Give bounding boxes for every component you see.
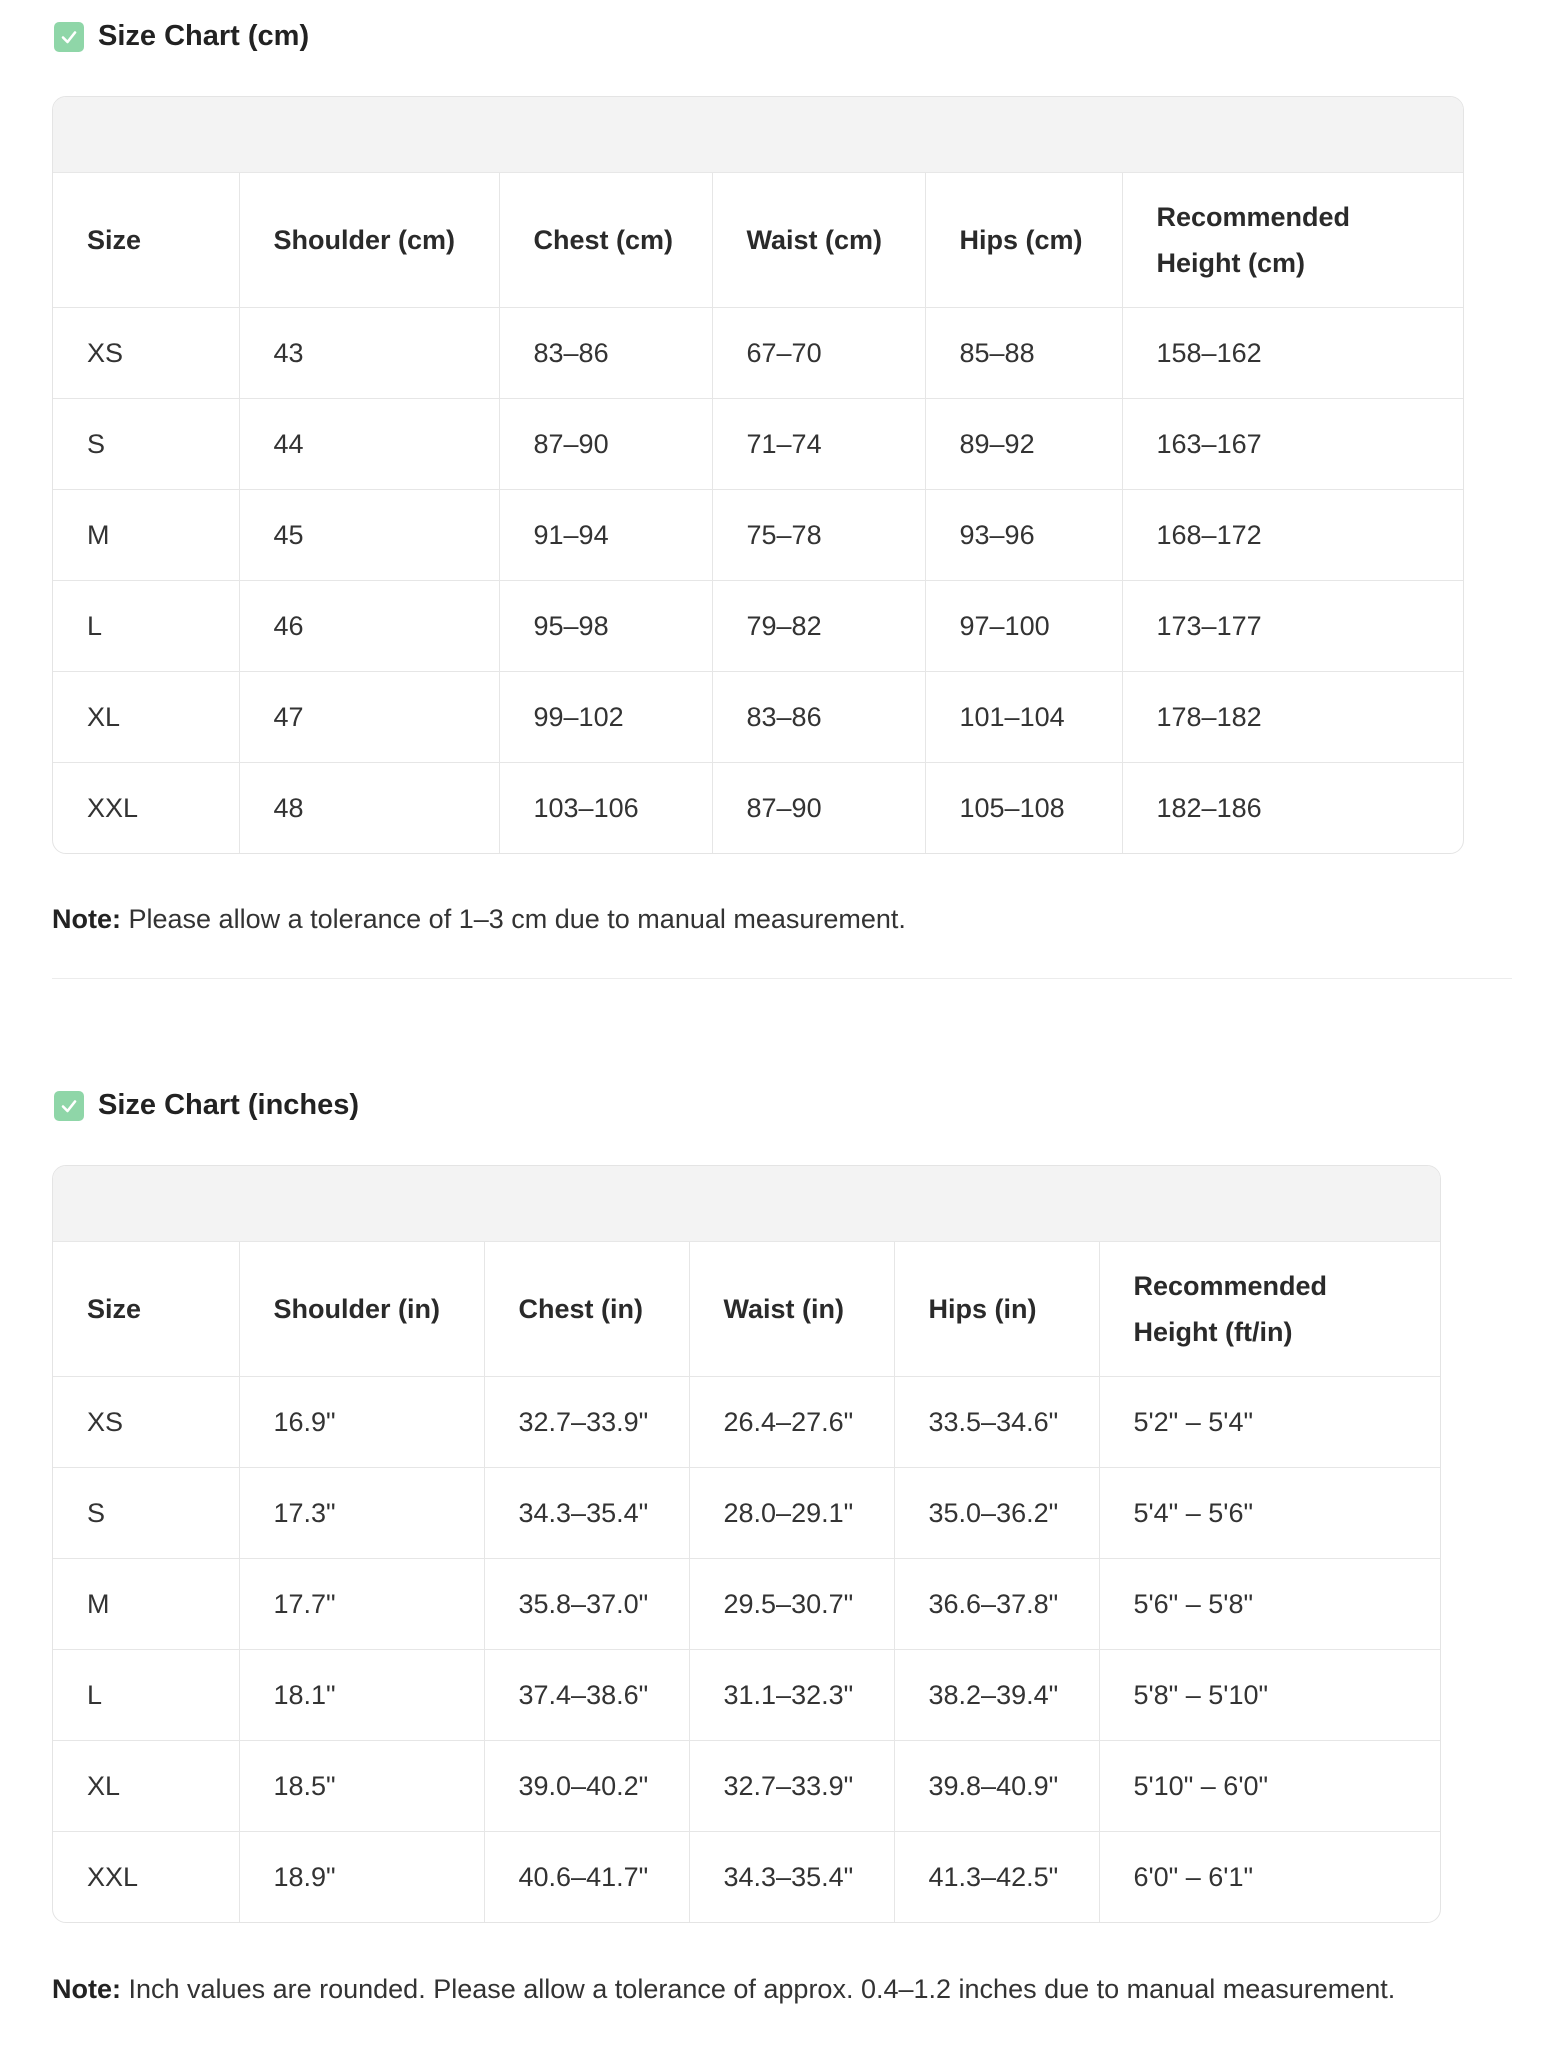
measurement-cell: 36.6–37.8" <box>894 1559 1099 1650</box>
measurement-cell: 43 <box>239 308 499 399</box>
table-header-band <box>53 1166 1440 1242</box>
measurement-cell: 83–86 <box>499 308 712 399</box>
measurement-cell: 101–104 <box>925 672 1122 763</box>
checkbox-checked-icon <box>54 1091 84 1121</box>
table-header-row <box>53 173 1463 308</box>
table-row <box>53 308 1463 399</box>
size-table <box>53 1242 1440 1922</box>
measurement-cell: 18.9" <box>239 1832 484 1923</box>
measurement-cell: 99–102 <box>499 672 712 763</box>
note-cm <box>52 904 906 935</box>
measurement-cell: 67–70 <box>712 308 925 399</box>
measurement-cell: 95–98 <box>499 581 712 672</box>
size-cell: M <box>53 1559 239 1650</box>
size-table-cm <box>52 96 1464 854</box>
column-header: Shoulder (in) <box>239 1242 484 1377</box>
measurement-cell: 178–182 <box>1122 672 1463 763</box>
size-cell: XS <box>53 308 239 399</box>
measurement-cell: 17.3" <box>239 1468 484 1559</box>
note-label: Note: <box>52 1974 121 2004</box>
table-row <box>53 399 1463 490</box>
measurement-cell: 48 <box>239 763 499 854</box>
measurement-cell: 79–82 <box>712 581 925 672</box>
size-table-inches <box>52 1165 1441 1923</box>
measurement-cell: 5'4" – 5'6" <box>1099 1468 1440 1559</box>
note-label: Note: <box>52 904 121 934</box>
measurement-cell: 168–172 <box>1122 490 1463 581</box>
measurement-cell: 17.7" <box>239 1559 484 1650</box>
table-row <box>53 1650 1440 1741</box>
table-row <box>53 1377 1440 1468</box>
size-cell: XXL <box>53 1832 239 1923</box>
section-title-text: Size Chart (inches) <box>98 1089 360 1121</box>
measurement-cell: 40.6–41.7" <box>484 1832 689 1923</box>
size-cell: S <box>53 1468 239 1559</box>
measurement-cell: 39.0–40.2" <box>484 1741 689 1832</box>
column-header: Hips (in) <box>894 1242 1099 1377</box>
measurement-cell: 163–167 <box>1122 399 1463 490</box>
measurement-cell: 45 <box>239 490 499 581</box>
measurement-cell: 5'6" – 5'8" <box>1099 1559 1440 1650</box>
measurement-cell: 87–90 <box>712 763 925 854</box>
measurement-cell: 29.5–30.7" <box>689 1559 894 1650</box>
section-title-text: Size Chart (cm) <box>98 20 310 52</box>
size-cell: M <box>53 490 239 581</box>
table-row <box>53 1741 1440 1832</box>
section-divider <box>52 978 1512 979</box>
measurement-cell: 32.7–33.9" <box>689 1741 894 1832</box>
measurement-cell: 75–78 <box>712 490 925 581</box>
column-header: Waist (in) <box>689 1242 894 1377</box>
measurement-cell: 28.0–29.1" <box>689 1468 894 1559</box>
measurement-cell: 35.0–36.2" <box>894 1468 1099 1559</box>
measurement-cell: 5'10" – 6'0" <box>1099 1741 1440 1832</box>
size-cell: XS <box>53 1377 239 1468</box>
measurement-cell: 173–177 <box>1122 581 1463 672</box>
measurement-cell: 32.7–33.9" <box>484 1377 689 1468</box>
table-row <box>53 1832 1440 1923</box>
size-cell: S <box>53 399 239 490</box>
note-inches <box>52 1974 1395 2005</box>
measurement-cell: 47 <box>239 672 499 763</box>
measurement-cell: 85–88 <box>925 308 1122 399</box>
measurement-cell: 44 <box>239 399 499 490</box>
column-header: Recommended Height (ft/in) <box>1099 1242 1440 1377</box>
measurement-cell: 26.4–27.6" <box>689 1377 894 1468</box>
measurement-cell: 34.3–35.4" <box>484 1468 689 1559</box>
measurement-cell: 93–96 <box>925 490 1122 581</box>
column-header: Size <box>53 173 239 308</box>
measurement-cell: 39.8–40.9" <box>894 1741 1099 1832</box>
table-row <box>53 1468 1440 1559</box>
measurement-cell: 105–108 <box>925 763 1122 854</box>
size-cell: L <box>53 581 239 672</box>
note-text: Inch values are rounded. Please allow a tolerance of approx. 0.4–1.2 inches due to manual measurement. <box>121 1974 1396 2004</box>
measurement-cell: 87–90 <box>499 399 712 490</box>
measurement-cell: 6'0" – 6'1" <box>1133 1861 1254 1892</box>
measurement-cell: 89–92 <box>925 399 1122 490</box>
table-header-row <box>53 1242 1440 1377</box>
section-title-inches <box>54 1089 359 1122</box>
measurement-cell: 182–186 <box>1156 792 1262 823</box>
measurement-cell: 33.5–34.6" <box>894 1377 1099 1468</box>
checkbox-checked-icon <box>54 22 84 52</box>
measurement-cell: 71–74 <box>712 399 925 490</box>
measurement-cell: 97–100 <box>925 581 1122 672</box>
measurement-cell: 5'2" – 5'4" <box>1099 1377 1440 1468</box>
column-header: Recommended Height (cm) <box>1122 173 1463 308</box>
table-row <box>53 672 1463 763</box>
measurement-cell: 158–162 <box>1122 308 1463 399</box>
column-header: Hips (cm) <box>925 173 1122 308</box>
measurement-cell: 37.4–38.6" <box>484 1650 689 1741</box>
column-header: Waist (cm) <box>712 173 925 308</box>
table-row <box>53 490 1463 581</box>
column-header: Size <box>53 1242 239 1377</box>
measurement-cell: 91–94 <box>499 490 712 581</box>
measurement-cell: 31.1–32.3" <box>689 1650 894 1741</box>
measurement-cell: 38.2–39.4" <box>894 1650 1099 1741</box>
measurement-cell: 83–86 <box>712 672 925 763</box>
size-table <box>53 173 1463 853</box>
column-header: Shoulder (cm) <box>239 173 499 308</box>
measurement-cell: 41.3–42.5" <box>894 1832 1099 1923</box>
measurement-cell: 103–106 <box>499 763 712 854</box>
measurement-cell: 5'8" – 5'10" <box>1099 1650 1440 1741</box>
measurement-cell: 46 <box>239 581 499 672</box>
table-header-band <box>53 97 1463 173</box>
column-header: Chest (cm) <box>499 173 712 308</box>
size-cell: XL <box>53 1741 239 1832</box>
measurement-cell: 18.1" <box>239 1650 484 1741</box>
table-row <box>53 763 1463 854</box>
size-cell: L <box>53 1650 239 1741</box>
section-title-cm <box>54 20 309 53</box>
measurement-cell: 18.5" <box>239 1741 484 1832</box>
table-row <box>53 1559 1440 1650</box>
size-cell: XL <box>53 672 239 763</box>
table-row <box>53 581 1463 672</box>
measurement-cell: 35.8–37.0" <box>484 1559 689 1650</box>
note-text: Please allow a tolerance of 1–3 cm due to manual measurement. <box>121 904 906 934</box>
size-cell: XXL <box>53 763 239 854</box>
column-header: Chest (in) <box>484 1242 689 1377</box>
measurement-cell: 16.9" <box>239 1377 484 1468</box>
measurement-cell: 34.3–35.4" <box>689 1832 894 1923</box>
